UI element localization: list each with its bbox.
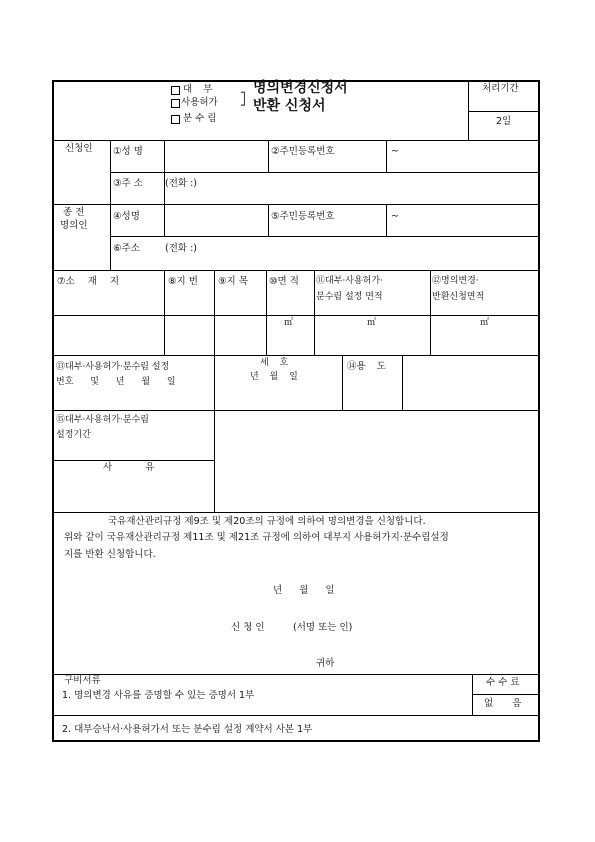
lease-area-unit: ㎡ <box>367 318 377 328</box>
col-line <box>468 80 469 140</box>
col-line <box>430 270 431 355</box>
row-line <box>52 460 214 461</box>
location-label: ⑦소 재 지 <box>57 276 120 287</box>
row-line <box>52 410 540 411</box>
row-line <box>52 715 540 716</box>
applicant-section-label: 신청인 <box>65 143 93 154</box>
signer-label: 신 청 인 <box>231 622 265 633</box>
reason-label: 사 유 <box>103 462 155 473</box>
previous-holder-label-2: 명의인 <box>60 220 88 231</box>
row-line <box>52 204 540 205</box>
col-line <box>386 140 387 172</box>
bracket-top: ┐ <box>241 86 248 99</box>
fee-label: 수 수 료 <box>486 677 520 688</box>
previous-holder-label-1: 종 전 <box>63 207 85 218</box>
processing-period-label: 처리기간 <box>482 83 519 94</box>
form-title-line1: 명의변경신청서 <box>253 80 348 96</box>
col-line <box>110 140 111 270</box>
row-line <box>52 270 540 271</box>
col-line <box>472 674 473 715</box>
reason-field[interactable] <box>215 461 539 511</box>
tax-label: 세 호 <box>260 358 289 368</box>
processing-divider <box>468 111 540 112</box>
applicant-name-label: ①성 명 <box>113 146 143 157</box>
col-line <box>386 204 387 236</box>
row-line <box>110 236 540 237</box>
applicant-id-label: ②주민등록번호 <box>271 146 335 157</box>
statement-line-3: 지를 반환 신청합니다. <box>64 549 156 560</box>
addressee: 귀하 <box>316 658 335 669</box>
lease-area-label-1: ⑪대부·사용허가· <box>316 276 383 286</box>
option-lease-label: 대 부 <box>183 84 217 95</box>
applicant-name-field[interactable] <box>165 141 267 171</box>
change-area-label-2: 반환신청면적 <box>432 292 485 302</box>
signature-note[interactable]: (서명 또는 인) <box>293 622 353 633</box>
application-date[interactable]: 년 월 일 <box>273 585 335 596</box>
col-line <box>164 270 165 355</box>
set-date-label-1: ⑬대부·사용허가·분수림 설정 <box>56 362 170 372</box>
row-line <box>52 512 540 513</box>
period-label-1: ⑮대부·사용허가·분수림 <box>56 415 149 425</box>
previous-address-label: ⑥주소 <box>113 243 140 254</box>
document-item-2: 2. 대부승낙서·사용허가서 또는 분수림 설정 계약서 사본 1부 <box>62 724 313 735</box>
col-line <box>342 355 343 410</box>
header-bottom-line <box>52 140 540 141</box>
date-label: 년 월 일 <box>250 372 298 382</box>
form-title-line2: 반환 신청서 <box>253 98 326 114</box>
bracket-bottom: ┘ <box>241 99 248 112</box>
document-item-1: 1. 명의변경 사유를 증명할 수 있는 증명서 1부 <box>62 690 255 701</box>
previous-name-field[interactable] <box>165 205 267 235</box>
processing-period-value: 2일 <box>496 116 512 127</box>
fee-divider <box>472 694 540 695</box>
period-label-2: 설정기간 <box>56 430 91 440</box>
previous-id-field[interactable]: ~ <box>391 211 399 222</box>
col-line <box>402 355 403 410</box>
col-line <box>268 140 269 172</box>
col-line <box>268 204 269 236</box>
area-label: ⑩면 적 <box>269 276 299 287</box>
statement-line-1: 국유재산관리규정 제9조 및 제20조의 규정에 의하여 명의변경을 신청합니다. <box>108 516 426 527</box>
previous-name-label: ④성명 <box>113 211 140 222</box>
col-line <box>314 270 315 355</box>
row-line <box>52 674 540 675</box>
row-line <box>52 315 540 316</box>
set-date-label-2: 번호 및 년 월 일 <box>56 377 176 387</box>
use-label: ⑭용 도 <box>347 361 386 372</box>
lot-number-label: ⑧지 번 <box>168 276 198 287</box>
checkbox-forest[interactable] <box>171 115 180 124</box>
lease-area-label-2: 분수림 설정 면적 <box>316 292 383 302</box>
option-use-permit-label: 사용허가 <box>181 97 218 108</box>
row-line <box>52 355 540 356</box>
applicant-id-field[interactable]: ~ <box>391 146 399 157</box>
applicant-phone-label[interactable]: (전화 :) <box>165 178 197 189</box>
land-category-label: ⑨지 목 <box>218 276 248 287</box>
required-documents-label: 구비서류 <box>64 675 101 686</box>
fee-value: 없 음 <box>484 698 522 709</box>
applicant-address-label: ③주 소 <box>113 178 143 189</box>
previous-id-label: ⑤주민등록번호 <box>271 211 335 222</box>
checkbox-lease[interactable] <box>171 86 180 95</box>
statement-line-2: 위와 같이 국유재산관리규정 제11조 및 제21조 규정에 의하여 대부지 사용허가지·분수림설정 <box>64 532 449 543</box>
col-line <box>214 270 215 355</box>
change-area-unit: ㎡ <box>480 318 490 328</box>
col-line <box>266 270 267 355</box>
area-unit: ㎡ <box>284 318 294 328</box>
row-line <box>110 172 540 173</box>
change-area-label-1: ⑫명의변경· <box>432 276 479 286</box>
previous-phone-label[interactable]: (전화 :) <box>165 243 197 254</box>
option-forest-label: 분 수 림 <box>183 113 217 124</box>
checkbox-use-permit[interactable] <box>171 99 180 108</box>
